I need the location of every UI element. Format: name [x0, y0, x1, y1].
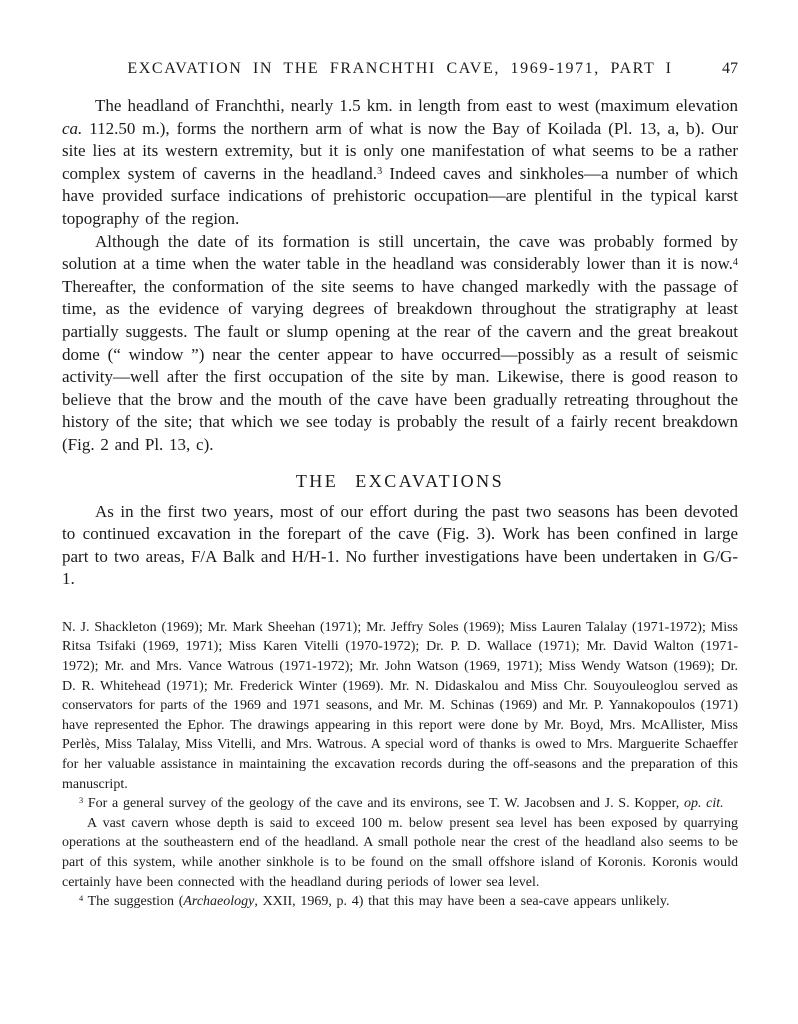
body-text: [62, 95, 738, 591]
paragraph-excavations-intro: As in the first two years, most of our effort during the past two seasons has been devoted to continued excavation in the forepart of the cave (Fig. 3). Work has been confined in large part to two areas, F/A Balk and H/H-1. No further investigations have been undertaken in G/G-1.: [62, 501, 738, 589]
footnote-3: $^3$ For a general survey of the geology of the cave and its environs, see T. W. Jacobsen and J. S. Kopper, op. cit.: [79, 796, 724, 812]
running-header-title: EXCAVATION IN THE FRANCHTHI CAVE, 1969-1971, PART I: [127, 60, 673, 77]
running-header: [62, 60, 738, 80]
page-number: 47: [722, 60, 738, 77]
page-content: [62, 60, 738, 912]
paragraph-cave-formation: Although the date of its formation is still uncertain, the cave was probably formed by solution at a time when the water table in the headland was considerably lower than it is now.$^4$ Thereafter, the conformation of the site seems to have changed markedly with the passage of time, as the evidence of varying degrees of breakdown throughout the stratigraphy at least partially suggests. The fault or slump opening at the rear of the cavern and the great breakout dome (“ window ”) near the center appear to have occurred—possibly as a result of seismic activity—well after the first occupation of the site by man. Likewise, there is good reason to believe that the brow and the mouth of the cave have been gradually retreating throughout the history of the site; that which we see today is probably the result of a fairly recent breakdown (Fig. 2 and Pl. 13, c).: [62, 231, 738, 454]
paragraph-headland: The headland of Franchthi, nearly 1.5 km. in length from east to west (maximum elevation ca. 112.50 m.), forms the northern arm of what is now the Bay of Koilada (Pl. 13, a, b). Our site lies at its western extremity, but it is only one manifestation of what seems to be a rather complex system of caverns in the headland.$^3$ Indeed caves and sinkholes—a number of which have provided surface indications of prehistoric occupation—are plentiful in the typical karst topography of the region.: [62, 96, 738, 228]
footnote-continuation: N. J. Shackleton (1969); Mr. Mark Sheehan (1971); Mr. Jeffry Soles (1969); Miss Lauren Talalay (1971-1972); Miss Ritsa Tsifaki (1969, 1971); Miss Karen Vitelli (1970-1972); Dr. P. D. Wallace (1971); Mr. David Walton (1971-1972); Mr. and Mrs. Vance Watrous (1971-1972); Mr. John Watson (1969, 1971); Miss Wendy Watson (1969); Dr. D. R. Whitehead (1971); Mr. Frederick Winter (1969). Mr. N. Didaskalou and Miss Chr. Souyouleoglou served as conservators for parts of the 1969 and 1971 seasons, and Mr. M. Schinas (1969) and Mr. P. Yannakopoulos (1971) have represented the Ephor. The drawings appearing in this report were done by Mr. Boyd, Mrs. McAllister, Miss Perlès, Miss Talalay, Miss Vitelli, and Mrs. Watrous. A special word of thanks is owed to Mrs. Marguerite Schaeffer for her valuable assistance in maintaining the excavation records during the off-seasons and the preparation of this manuscript.: [62, 619, 738, 792]
footnotes-block: [62, 618, 738, 912]
footnote-3-paragraph-2: A vast cavern whose depth is said to exceed 100 m. below present sea level has been exposed by quarrying operations at the southeastern end of the headland. A small pothole near the crest of the headland also seems to be part of this system, while another sinkhole is to be found on the small offshore island of Koronis. Koronis would certainly have been connected with the headland during periods of lower sea level.: [62, 815, 738, 890]
footnote-4: $^4$ The suggestion (Archaeology, XXII, 1969, p. 4) that this may have been a sea-cave appears unlikely.: [79, 894, 670, 910]
section-heading-excavations: THE EXCAVATIONS: [295, 470, 505, 491]
